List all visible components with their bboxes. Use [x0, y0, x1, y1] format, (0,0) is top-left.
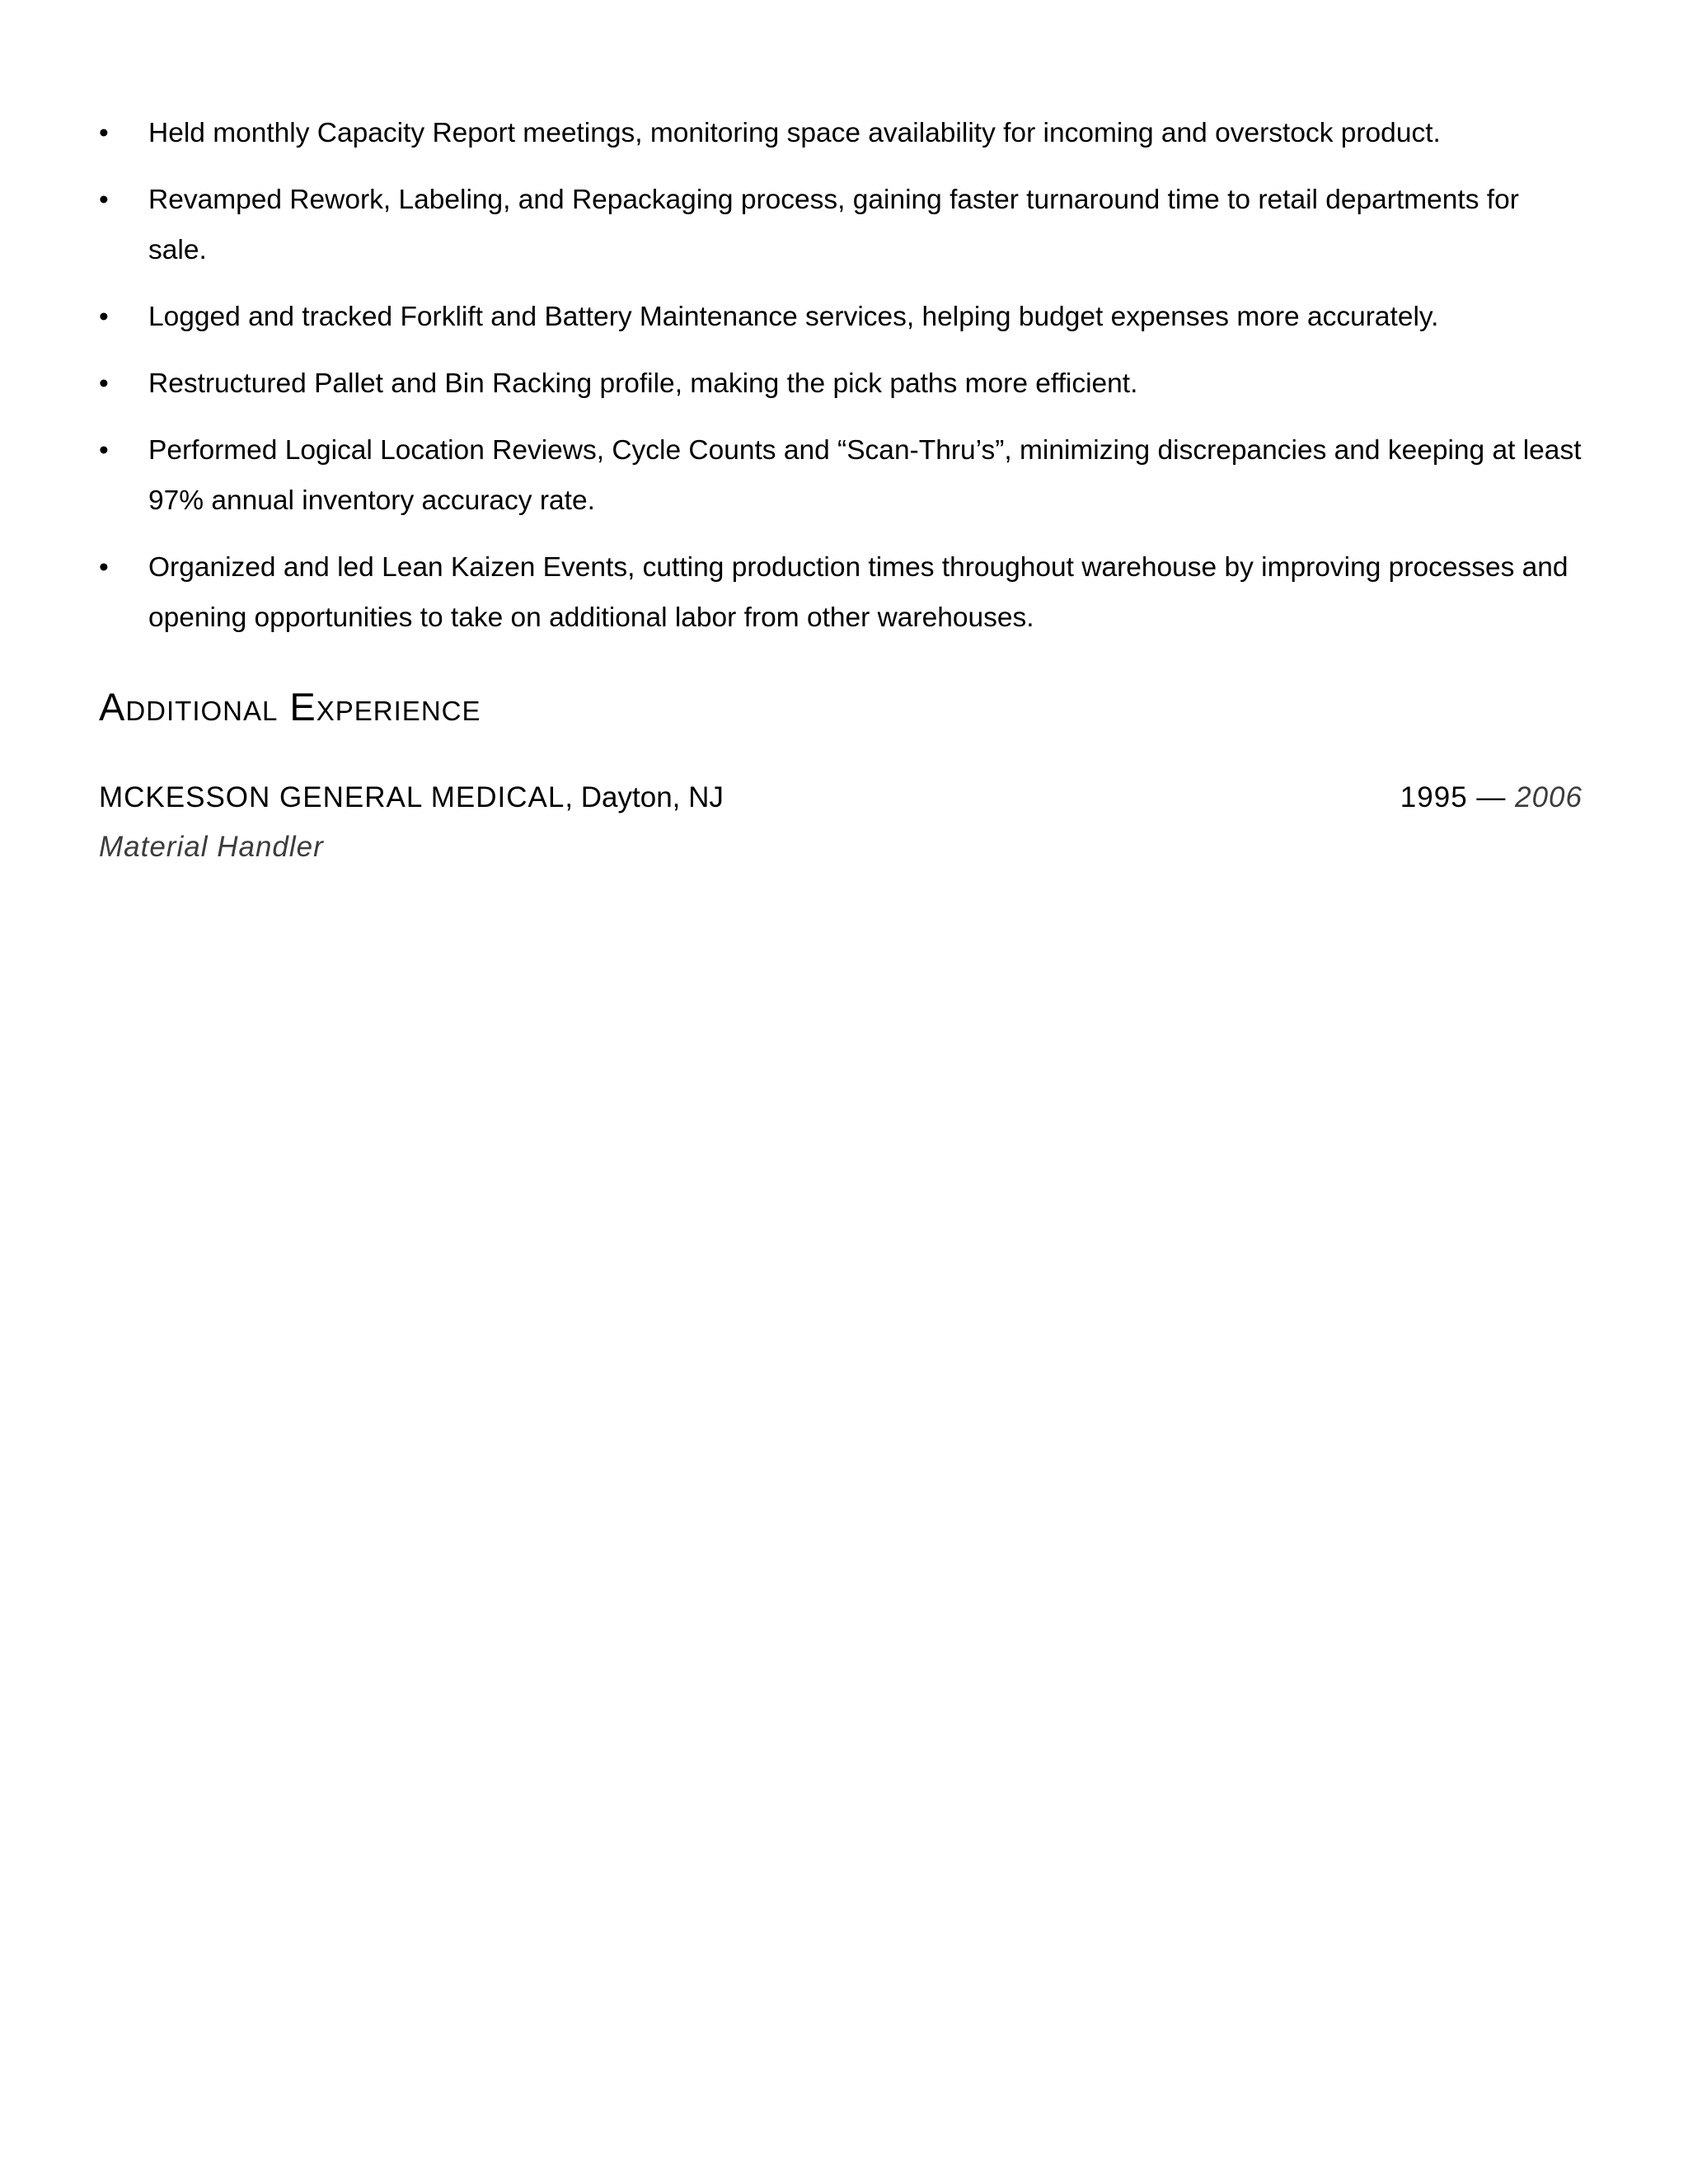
date-separator: — [1467, 781, 1516, 813]
date-end: 2006 [1515, 781, 1582, 813]
achievement-text: Organized and led Lean Kaizen Events, cutting production times throughout warehouse by improving processes and opening opportunities to take on additional labor from other warehouses. [148, 552, 1568, 633]
achievement-text: Logged and tracked Forklift and Battery Maintenance services, helping budget expenses more accurately. [148, 302, 1439, 332]
list-item [99, 425, 1582, 526]
list-item [99, 359, 1582, 409]
bullet-icon: • [99, 368, 109, 399]
employment-dates [1400, 773, 1582, 823]
list-item [99, 292, 1582, 342]
bullet-icon: • [99, 552, 109, 583]
company-location: , Dayton, NJ [565, 781, 724, 813]
list-item [99, 175, 1582, 275]
bullet-icon: • [99, 185, 109, 215]
achievement-text: Performed Logical Location Reviews, Cycle Counts and “Scan-Thru’s”, minimizing discrepancies and keeping at least 97% annual inventory accuracy rate. [148, 435, 1582, 516]
bullet-icon: • [99, 302, 109, 332]
job-header [99, 773, 1582, 823]
section-heading-additional-experience: Additional Experience [99, 685, 481, 729]
list-item [99, 542, 1582, 643]
date-start: 1995 [1400, 781, 1468, 813]
achievement-list [99, 108, 1582, 659]
achievement-text: Held monthly Capacity Report meetings, monitoring space availability for incoming and overstock product. [148, 118, 1441, 148]
bullet-icon: • [99, 118, 109, 148]
company-name: MCKESSON GENERAL MEDICAL [99, 781, 565, 813]
job-title: Material Handler [99, 831, 324, 863]
achievement-text: Restructured Pallet and Bin Racking profile, making the pick paths more efficient. [148, 368, 1138, 399]
list-item [99, 108, 1582, 158]
employer [99, 773, 724, 823]
bullet-icon: • [99, 435, 109, 466]
achievement-text: Revamped Rework, Labeling, and Repackaging process, gaining faster turnaround time to retail departments for sale. [148, 185, 1519, 265]
